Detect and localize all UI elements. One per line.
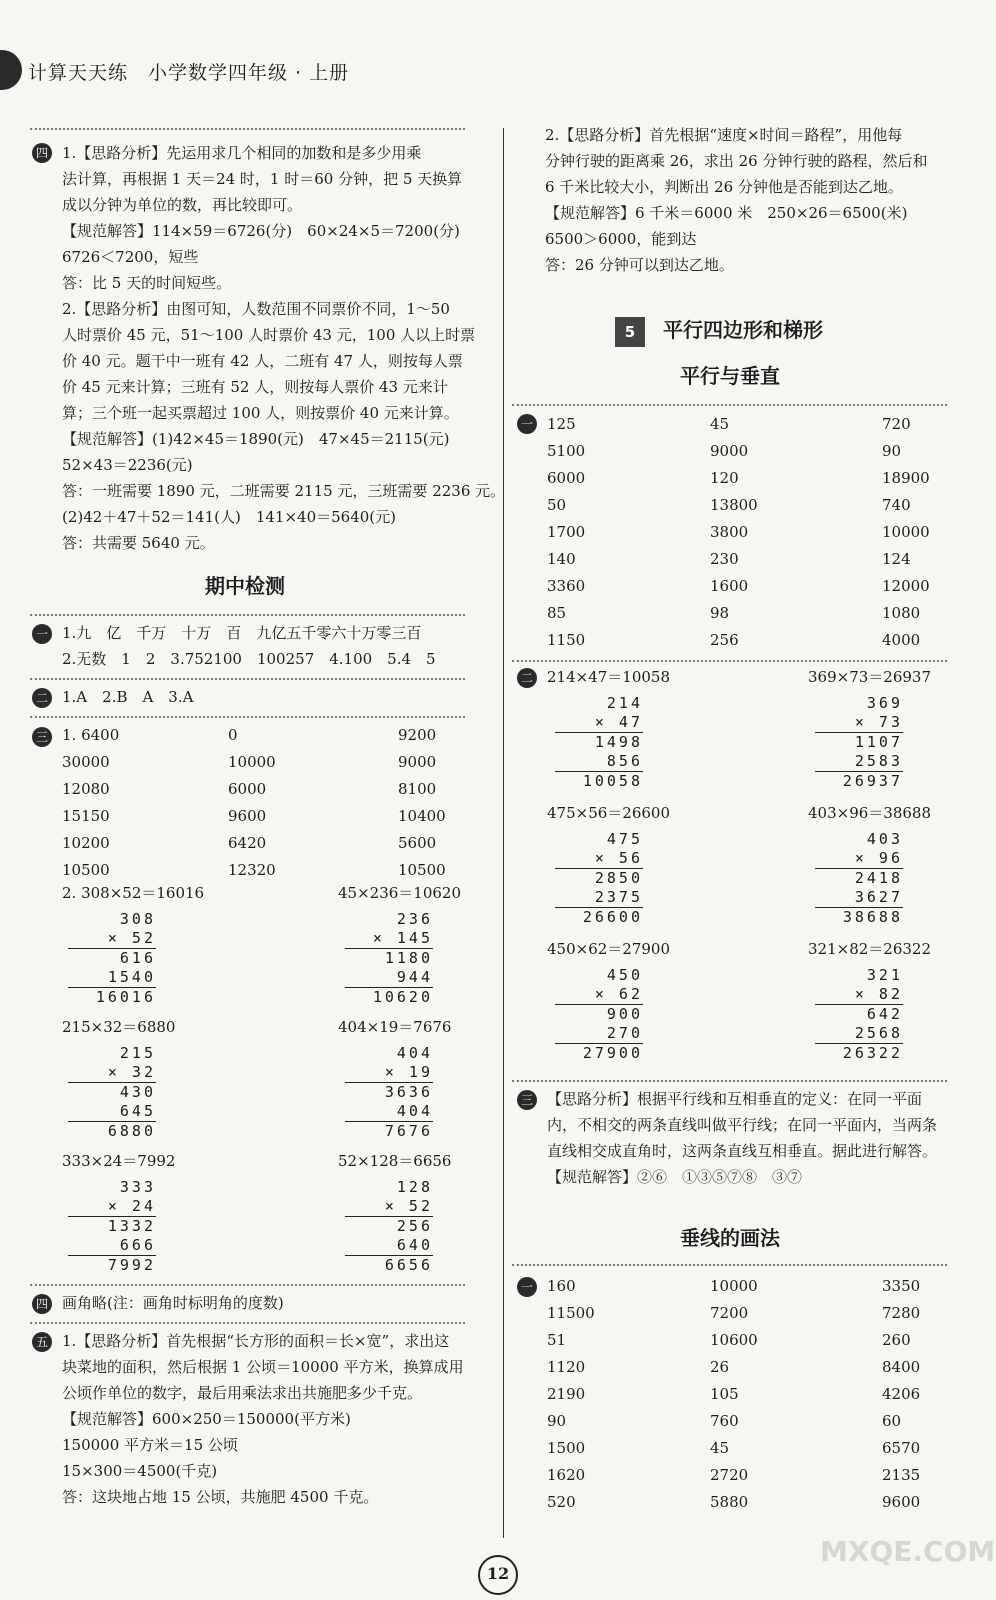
q1-col2	[710, 1273, 758, 1516]
calc-row: × 47	[594, 713, 643, 731]
vertical-calc	[555, 966, 657, 1063]
answer-value: 18900	[882, 469, 930, 487]
p3-text	[547, 1086, 937, 1190]
header-title: 计算天天练 小学数学四年级 · 上册	[28, 62, 350, 84]
answer-value: 5600	[398, 834, 437, 852]
answer-value: 5880	[710, 1493, 749, 1511]
section-marker: 三	[32, 727, 52, 747]
divider	[30, 128, 465, 130]
divider	[30, 1322, 465, 1324]
calc-row: 369	[866, 694, 903, 712]
calc-row: 3636	[345, 1082, 433, 1102]
divider	[512, 1080, 947, 1082]
text-line: 答：共需要 5640 元。	[62, 534, 215, 552]
calc-row: × 62	[594, 985, 643, 1003]
text-line: 6726＜7200，短些	[62, 248, 199, 266]
chapter-title: 平行四边形和梯形	[663, 318, 823, 342]
answer-value: 85	[547, 604, 567, 622]
calc-row: 26322	[815, 1043, 903, 1063]
vertical-calc	[345, 1178, 447, 1275]
answer-value: 12000	[882, 577, 930, 595]
calc-row: 666	[119, 1236, 156, 1254]
divider	[30, 678, 465, 680]
answer-value: 1120	[547, 1358, 586, 1376]
answer-value: 2135	[882, 1466, 921, 1484]
answer-value: 256	[710, 631, 739, 649]
calc-row: 900	[555, 1004, 643, 1024]
vertical-calc	[68, 1178, 170, 1275]
calc-row: 856	[606, 752, 643, 770]
answer-value: 10400	[398, 807, 446, 825]
calc-row: 404	[396, 1044, 433, 1062]
text-line: 人时票价 45 元，51～100 人时票价 43 元，100 人以上时票	[62, 326, 476, 344]
answer-value: 125	[547, 415, 576, 433]
vertical-calc	[345, 910, 447, 1007]
answer-value: 10200	[62, 834, 110, 852]
answer-value: 45	[710, 1439, 730, 1457]
equation: 475×56＝26600	[547, 804, 671, 822]
calc-row: 215	[119, 1044, 156, 1062]
calc-row: 2418	[815, 868, 903, 888]
answer-value: 8100	[398, 780, 437, 798]
calc-row: × 32	[107, 1063, 156, 1081]
answer-value: 7280	[882, 1304, 921, 1322]
calc-row: 26600	[555, 907, 643, 927]
text-line: 【规范解答】(1)42×45＝1890(元) 47×45＝2115(元)	[62, 430, 450, 448]
calc-row: 333	[119, 1178, 156, 1196]
section-marker: 四	[32, 1294, 52, 1314]
vertical-calc	[555, 830, 657, 927]
answer-value: 3350	[882, 1277, 921, 1295]
text-line: 公顷作单位的数字，最后用乘法求出共施肥多少千克。	[62, 1384, 423, 1402]
calc-row: 2568	[854, 1024, 903, 1042]
section-marker: 三	[517, 1090, 537, 1110]
answer-value: 30000	[62, 753, 110, 771]
answer-value: 10500	[62, 861, 110, 879]
calc-row: 38688	[815, 907, 903, 927]
answer-value: 1620	[547, 1466, 586, 1484]
answer-value: 90	[882, 442, 902, 460]
vertical-calc	[815, 830, 917, 927]
calc-row: 430	[68, 1082, 156, 1102]
right-top-answer	[545, 122, 927, 278]
p1-col3	[882, 411, 930, 654]
p1-col2	[710, 411, 758, 654]
equation: 450×62＝27900	[547, 940, 671, 958]
answer-value: 520	[547, 1493, 576, 1511]
calc-row: × 56	[594, 849, 643, 867]
header-logo	[0, 50, 22, 90]
divider	[512, 404, 947, 406]
calc-row: 6880	[68, 1121, 156, 1141]
text-line: 法计算，再根据 1 天＝24 时，1 时＝60 分钟，把 5 天换算	[62, 170, 463, 188]
text-line: 【规范解答】114×59＝6726(分) 60×24×5＝7200(分)	[62, 222, 460, 240]
answer-value: 4206	[882, 1385, 921, 1403]
equation: 404×19＝7676	[338, 1018, 452, 1036]
equation: 333×24＝7992	[62, 1152, 176, 1170]
text-line: 答：比 5 天的时间短些。	[62, 274, 232, 292]
answer-value: 3800	[710, 523, 749, 541]
answer-value: 1150	[547, 631, 586, 649]
text-line: 价 45 元来计算；三班有 52 人，则按每人票价 43 元来计	[62, 378, 448, 396]
text-line: 答：这块地占地 15 公顷，共施肥 4500 千克。	[62, 1488, 379, 1506]
calc-row: 7676	[345, 1121, 433, 1141]
calc-row: 26937	[815, 771, 903, 791]
section-marker: 二	[32, 688, 52, 708]
section-marker: 一	[32, 624, 52, 644]
text-line: 【思路分析】根据平行线和互相垂直的定义：在同一平面	[547, 1090, 923, 1108]
answer-value: 0	[228, 726, 238, 744]
divider	[512, 660, 947, 662]
section-marker: 四	[32, 143, 52, 163]
text-line: 15×300＝4500(千克)	[62, 1462, 218, 1480]
calc-row: 645	[119, 1102, 156, 1120]
chapter-heading	[615, 314, 823, 347]
text-line: 150000 平方米＝15 公顷	[62, 1436, 238, 1454]
calc-row: 3627	[854, 888, 903, 906]
calc-row: 256	[345, 1216, 433, 1236]
left-section-4	[62, 140, 505, 556]
calc-row: 27900	[555, 1043, 643, 1063]
answer-value: 1500	[547, 1439, 586, 1457]
calc-row: 1180	[345, 948, 433, 968]
answer-value: 11500	[547, 1304, 595, 1322]
vertical-calc	[555, 694, 657, 791]
answer-value: 5100	[547, 442, 586, 460]
calc-row: 944	[396, 968, 433, 986]
answer-value: 1. 6400	[62, 726, 120, 744]
vertical-calc	[68, 1044, 170, 1141]
midterm-q2: 1.A 2.B A 3.A	[62, 688, 194, 706]
calc-row: 128	[396, 1178, 433, 1196]
page-number: 12	[478, 1555, 518, 1595]
equation: 321×82＝26322	[808, 940, 932, 958]
calc-row: 1540	[107, 968, 156, 986]
subtitle-parallel: 平行与垂直	[680, 364, 780, 388]
calc-row: 616	[68, 948, 156, 968]
calc-row: 236	[396, 910, 433, 928]
text-line: 1.【思路分析】先运用求几个相同的加数和是多少用乘	[62, 144, 422, 162]
answer-value: 9000	[710, 442, 749, 460]
equation: 403×96＝38688	[808, 804, 932, 822]
calc-row: × 52	[384, 1197, 433, 1215]
q1-col1	[547, 1273, 595, 1516]
text-line: 答：一班需要 1890 元，二班需要 2115 元，三班需要 2236 元。	[62, 482, 506, 500]
equation: 215×32＝6880	[62, 1018, 176, 1036]
calc-row: 308	[119, 910, 156, 928]
answer-value: 7200	[710, 1304, 749, 1322]
calc-row: 640	[396, 1236, 433, 1254]
subtitle-perpendicular: 垂线的画法	[680, 1226, 780, 1250]
answer-value: 740	[882, 496, 911, 514]
answer-value: 6420	[228, 834, 267, 852]
text-line: 分钟行驶的距离乘 26，求出 26 分钟行驶的路程，然后和	[545, 152, 928, 170]
text-line: 2.【思路分析】由图可知，人数范围不同票价不同，1～50	[62, 300, 450, 318]
answer-value: 9600	[228, 807, 267, 825]
answer-value: 1080	[882, 604, 921, 622]
q1-col3	[882, 1273, 920, 1516]
calc-row: 6656	[345, 1255, 433, 1275]
vertical-calc	[815, 694, 917, 791]
answer-value: 6570	[882, 1439, 921, 1457]
midterm-q1-line2: 2.无数 1 2 3.752100 100257 4.100 5.4 5	[62, 650, 436, 668]
divider	[30, 614, 465, 616]
answer-value: 12080	[62, 780, 110, 798]
text-line: 内，不相交的两条直线叫做平行线；在同一平面内，当两条	[547, 1116, 938, 1134]
answer-value: 760	[710, 1412, 739, 1430]
answer-value: 160	[547, 1277, 576, 1295]
answer-value: 1700	[547, 523, 586, 541]
answer-value: 6000	[547, 469, 586, 487]
m3-col1	[62, 722, 119, 884]
text-line: 【规范解答】②⑥ ①③⑤⑦⑧ ③⑦	[547, 1168, 803, 1186]
answer-value: 15150	[62, 807, 110, 825]
answer-value: 50	[547, 496, 567, 514]
answer-value: 90	[547, 1412, 567, 1430]
text-line: 价 40 元。题干中一班有 42 人，二班有 47 人，则按每人票	[62, 352, 463, 370]
calc-row: 214	[606, 694, 643, 712]
answer-value: 1600	[710, 577, 749, 595]
midterm-q4: 画角略(注：画角时标明角的度数)	[62, 1294, 284, 1312]
divider	[30, 716, 465, 718]
answer-value: 124	[882, 550, 911, 568]
calc-row: × 82	[854, 985, 903, 1003]
vertical-calc	[345, 1044, 447, 1141]
answer-value: 51	[547, 1331, 567, 1349]
answer-value: 140	[547, 550, 576, 568]
calc-row: 16016	[68, 987, 156, 1007]
answer-value: 2720	[710, 1466, 749, 1484]
answer-value: 10000	[710, 1277, 758, 1295]
answer-value: 105	[710, 1385, 739, 1403]
answer-value: 720	[882, 415, 911, 433]
text-line: 算；三个班一起买票超过 100 人，则按票价 40 元来计算。	[62, 404, 459, 422]
text-line: 块菜地的面积，然后根据 1 公顷＝10000 平方米，换算成用	[62, 1358, 464, 1376]
text-line: 【规范解答】600×250＝150000(平方米)	[62, 1410, 351, 1428]
text-line: 成以分钟为单位的数，再比较即可。	[62, 196, 303, 214]
vertical-calc	[815, 966, 917, 1063]
calc-row: 1498	[555, 732, 643, 752]
divider	[512, 1264, 947, 1266]
answer-value: 9000	[398, 753, 437, 771]
answer-value: 26	[710, 1358, 730, 1376]
text-line: 2.【思路分析】首先根据“速度×时间＝路程”，用他每	[545, 126, 903, 144]
text-line: 直线相交成直角时，这两条直线互相垂直。据此进行解答。	[547, 1142, 938, 1160]
answer-value: 9600	[882, 1493, 921, 1511]
answer-value: 2190	[547, 1385, 586, 1403]
calc-row: 1332	[68, 1216, 156, 1236]
answer-value: 6000	[228, 780, 267, 798]
answer-value: 10000	[882, 523, 930, 541]
answer-value: 13800	[710, 496, 758, 514]
midterm-q5	[62, 1328, 464, 1510]
calc-row: 2375	[594, 888, 643, 906]
answer-value: 45	[710, 415, 730, 433]
equation: 214×47＝10058	[547, 668, 671, 686]
midterm-q1-line1: 1.九 亿 千万 十万 百 九亿五千零六十万零三百	[62, 624, 422, 642]
calc-row: × 52	[107, 929, 156, 947]
calc-row: 270	[606, 1024, 643, 1042]
calc-row: 10058	[555, 771, 643, 791]
vertical-calc	[68, 910, 170, 1007]
m3-col2	[228, 722, 276, 884]
calc-row: 403	[866, 830, 903, 848]
text-line: 【规范解答】6 千米＝6000 米 250×26＝6500(米)	[545, 204, 908, 222]
text-line: 6500＞6000，能到达	[545, 230, 697, 248]
calc-row: 7992	[68, 1255, 156, 1275]
answer-value: 9200	[398, 726, 437, 744]
text-line: 答：26 分钟可以到达乙地。	[545, 256, 734, 274]
answer-value: 4000	[882, 631, 921, 649]
text-line: (2)42＋47＋52＝141(人) 141×40＝5640(元)	[62, 508, 397, 526]
calc-row: × 24	[107, 1197, 156, 1215]
calc-row: 10620	[345, 987, 433, 1007]
calc-row: 404	[396, 1102, 433, 1120]
answer-value: 98	[710, 604, 730, 622]
calc-row: 2850	[555, 868, 643, 888]
calc-row: × 73	[854, 713, 903, 731]
m3-col3	[398, 722, 446, 884]
answer-value: 10500	[398, 861, 446, 879]
equation: 369×73＝26937	[808, 668, 932, 686]
midterm-title: 期中检测	[205, 574, 285, 598]
answer-value: 10600	[710, 1331, 758, 1349]
answer-value: 230	[710, 550, 739, 568]
section-marker: 一	[517, 1277, 537, 1297]
calc-row: 475	[606, 830, 643, 848]
chapter-number: 5	[615, 317, 645, 347]
section-marker: 一	[517, 414, 537, 434]
calc-row: 450	[606, 966, 643, 984]
section-marker: 五	[32, 1332, 52, 1352]
answer-value: 8400	[882, 1358, 921, 1376]
equation: 2. 308×52＝16016	[62, 884, 205, 902]
calc-row: × 96	[854, 849, 903, 867]
answer-value: 10000	[228, 753, 276, 771]
answer-value: 60	[882, 1412, 902, 1430]
equation: 52×128＝6656	[338, 1152, 452, 1170]
answer-value: 120	[710, 469, 739, 487]
section-marker: 二	[517, 668, 537, 688]
calc-row: × 19	[384, 1063, 433, 1081]
calc-row: 642	[815, 1004, 903, 1024]
calc-row: 1107	[815, 732, 903, 752]
p1-col1	[547, 411, 585, 654]
equation: 45×236＝10620	[338, 884, 462, 902]
answer-value: 12320	[228, 861, 276, 879]
text-line: 6 千米比较大小，判断出 26 分钟他是否能到达乙地。	[545, 178, 903, 196]
answer-value: 260	[882, 1331, 911, 1349]
divider	[30, 1284, 465, 1286]
text-line: 1.【思路分析】首先根据“长方形的面积＝长×宽”，求出这	[62, 1332, 450, 1350]
text-line: 52×43＝2236(元)	[62, 456, 193, 474]
answer-value: 3360	[547, 577, 586, 595]
calc-row: × 145	[372, 929, 433, 947]
calc-row: 2583	[854, 752, 903, 770]
watermark: MXQE.COM	[820, 1535, 996, 1568]
calc-row: 321	[866, 966, 903, 984]
